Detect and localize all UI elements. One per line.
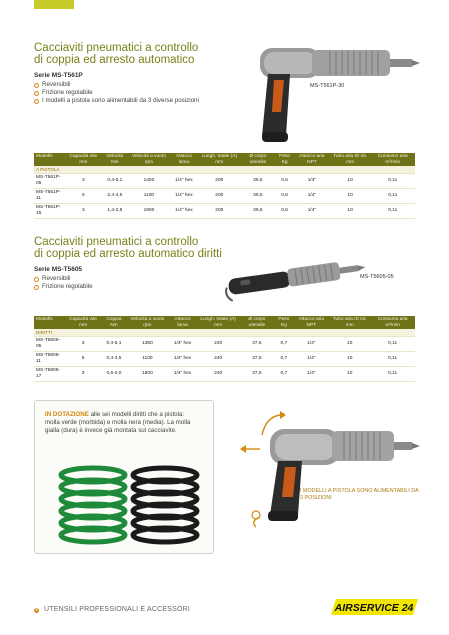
bullet-dot-icon [34, 83, 39, 88]
section2-title-line2: di coppia ed arresto automatico diritti [34, 248, 222, 260]
col-header: Capacità vite mm [65, 153, 102, 166]
bullet-item: I modelli a pistola sono alimentabili da 3 diverse posizioni [34, 97, 199, 105]
col-header: Ø corpo utensile [241, 153, 275, 166]
col-header: Modello [34, 153, 65, 166]
pistol-air-positions-image [240, 405, 425, 530]
bullet-dot-icon [34, 99, 39, 104]
section1-image-label: MS-T561P-30 [310, 83, 345, 89]
dotation-text: IN DOTAZIONE alle sei modelli diritti che a pistola: molla verde (morbida) e molla nera (media). La molla gialla (dura) è invece già montata sul cacciavite. [45, 411, 191, 435]
section1-title-line1: Cacciaviti pneumatici a controllo [34, 42, 199, 54]
col-header: Attacco lama [170, 153, 198, 166]
bullet-item: Reversibili [34, 275, 93, 283]
bullet-dot-icon [34, 277, 39, 282]
table-row: MS-T561P-15 3 1,4-2,8 1900 1/4" hex 200 39,5 0,6 1/4" 10 0,11 [34, 204, 415, 219]
col-header: Attacco lama [168, 316, 196, 329]
col-header: Velocità a vuoto rpm [128, 153, 170, 166]
table-header-row [34, 153, 415, 166]
section2-bullets [34, 275, 93, 291]
table-row: MS-T561P-11 5 2,4-4,5 1100 1/4" hex 200 39,5 0,6 1/4" 10 0,11 [34, 189, 415, 204]
bullet-dot-icon [34, 285, 39, 290]
table-group-row: A PISTOLA [34, 166, 415, 174]
section1-bullets [34, 81, 199, 105]
col-header: Peso Kg [274, 316, 293, 329]
section2-title [34, 236, 222, 260]
section2-image-label: MS-T5605-05 [360, 274, 394, 280]
green-spring-icon [61, 468, 125, 542]
bullet-item: Frizione regolabile [34, 283, 93, 291]
col-header: Modello [34, 316, 65, 329]
table-row: MS-T5605-05 3 0,4-5,1 1350 1/4" hex 240 37,5 0,7 1/4" 10 0,11 [34, 337, 415, 352]
col-header: Peso Kg [275, 153, 294, 166]
bullet-dot-icon [34, 91, 39, 96]
col-header: Velocità Nm [102, 153, 128, 166]
col-header: Coppia Nm [101, 316, 126, 329]
springs-image [55, 463, 205, 549]
page-number: 8 [35, 607, 38, 612]
section2-spec-table [34, 316, 415, 382]
col-header: Attacco aria NPT [293, 316, 329, 329]
pistol-screwdriver-image [250, 40, 420, 145]
table-row: MS-T561P-05 3 0,4-5,1 1400 1/4" hex 200 39,5 0,6 1/4" 10 0,11 [34, 174, 415, 189]
black-spring-icon [133, 468, 197, 542]
col-header: Ø corpo utensile [240, 316, 275, 329]
col-header: Consumo aria m³/min [371, 153, 415, 166]
bullet-item: Reversibili [34, 81, 199, 89]
table-group-row: DIRITTI [34, 329, 415, 337]
section1-title-line2: di coppia ed arresto automatico [34, 54, 195, 66]
air-positions-note: I MODELLI A PISTOLA SONO ALIMENTABILI DA 3 POSIZIONI [300, 488, 419, 501]
footer [34, 598, 419, 618]
col-header: Capacità vite mm [65, 316, 102, 329]
section1-spec-table [34, 153, 415, 219]
table-row: MS-T5605-17 3 0,5-2,0 1800 1/4" hex 240 37,5 0,7 1/4" 10 0,11 [34, 367, 415, 382]
table-row: MS-T5605-11 5 0,4-4,5 1100 1/4" hex 240 37,5 0,7 1/4" 10 0,11 [34, 352, 415, 367]
col-header: Attacco aria NPT [294, 153, 329, 166]
brand-text: AIRSERVICE 24 [334, 602, 414, 614]
corner-tab [34, 0, 74, 9]
section2-series: Serie MS-T5605 [34, 266, 83, 273]
dotation-highlight: IN DOTAZIONE [45, 411, 89, 418]
col-header: Velocità a vuoto rpm [126, 316, 168, 329]
table-header-row [34, 316, 415, 329]
col-header: Lungh. totale (A) mm [197, 316, 240, 329]
dotation-box [34, 400, 214, 554]
section1-series: Serie MS-T561P [34, 72, 83, 79]
bullet-item: Frizione regolabile [34, 89, 199, 97]
brand-logo [330, 598, 419, 616]
col-header: Tubo aria ID int. mm [329, 316, 370, 329]
footer-label: UTENSILI PROFESSIONALI E ACCESSORI [44, 606, 191, 613]
col-header: Consumo aria m³/min [370, 316, 415, 329]
straight-screwdriver-image [220, 252, 370, 302]
col-header: Lungh. totale (A) mm [198, 153, 241, 166]
col-header: Tubo aria ID int. mm [330, 153, 371, 166]
section2-title-line1: Cacciaviti pneumatici a controllo [34, 236, 199, 248]
section1-title [34, 42, 198, 66]
